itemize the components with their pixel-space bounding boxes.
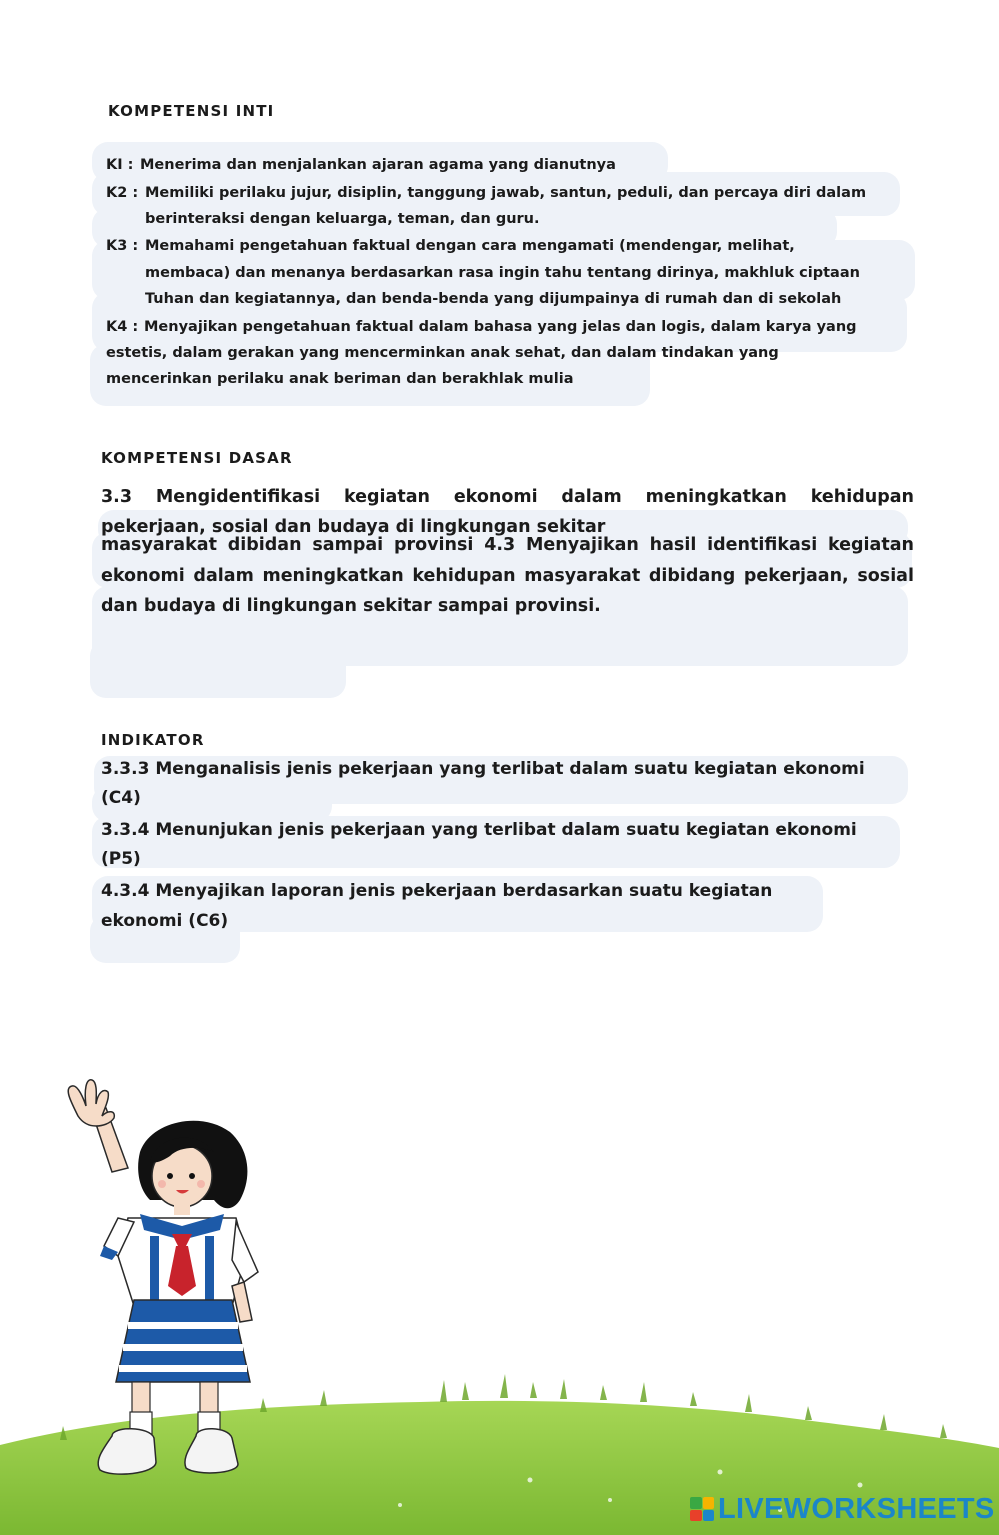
- indicator-text: (P5): [101, 849, 141, 869]
- ki-text: berinteraksi dengan keluarga, teman, dan guru.: [145, 211, 540, 227]
- indicator-text: 4.3.4 Menyajikan laporan jenis pekerjaan berdasarkan suatu kegiatan: [101, 881, 773, 901]
- ki-code: KI :: [106, 157, 134, 173]
- indicator-text: 3.3.3 Menganalisis jenis pekerjaan yang terlibat dalam suatu kegiatan ekonomi: [101, 759, 865, 779]
- grass-scene: [0, 1060, 999, 1535]
- ki-text: membaca) dan menanya berdasarkan rasa ingin tahu tentang dirinya, makhluk ciptaan: [145, 265, 860, 281]
- indicator-text: (C4): [101, 788, 141, 808]
- ki-text: mencerinkan perilaku anak beriman dan berakhlak mulia: [106, 371, 574, 387]
- kompetensi-inti-heading: KOMPETENSI INTI: [108, 102, 275, 120]
- ki-code: K3 :: [106, 238, 139, 254]
- ki-text: Tuhan dan kegiatannya, dan benda-benda yang dijumpainya di rumah dan di sekolah: [145, 291, 842, 307]
- ki-text: estetis, dalam gerakan yang mencerminkan anak sehat, dan dalam tindakan yang: [106, 345, 779, 361]
- indicator-text: 3.3.4 Menunjukan jenis pekerjaan yang terlibat dalam suatu kegiatan ekonomi: [101, 820, 857, 840]
- kd-text: 3.3 Mengidentifikasi kegiatan ekonomi dalam meningkatkan kehidupan: [101, 487, 914, 507]
- liveworksheets-watermark: [690, 1492, 995, 1526]
- ki-text: Menyajikan pengetahuan faktual dalam bahasa yang jelas dan logis, dalam karya yang: [144, 319, 857, 335]
- kd-text: pekerjaan, sosial dan budaya di lingkungan sekitar: [101, 517, 606, 537]
- ki-code: K2 :: [106, 185, 139, 201]
- kd-text: ekonomi dalam meningkatkan kehidupan masyarakat dibidang pekerjaan, sosial: [101, 566, 914, 586]
- kd-text: masyarakat dibidan sampai provinsi 4.3 Menyajikan hasil identifikasi kegiatan: [101, 535, 914, 555]
- ki-text: Memiliki perilaku jujur, disiplin, tanggung jawab, santun, peduli, dan percaya diri dalam: [145, 185, 867, 201]
- indicator-text: ekonomi (C6): [101, 911, 229, 931]
- ki-text: Memahami pengetahuan faktual dengan cara mengamati (mendengar, melihat,: [145, 238, 795, 254]
- kd-text: dan budaya di lingkungan sekitar sampai provinsi.: [101, 596, 601, 616]
- watermark-text: LIVEWORKSHEETS: [718, 1492, 995, 1525]
- kd-panel: [90, 640, 346, 698]
- kompetensi-dasar-heading: KOMPETENSI DASAR: [101, 449, 293, 467]
- indikator-heading: INDIKATOR: [101, 731, 205, 749]
- liveworksheets-logo-icon: [690, 1497, 714, 1521]
- ki-text: Menerima dan menjalankan ajaran agama yang dianutnya: [140, 157, 616, 173]
- ki-code: K4 :: [106, 319, 139, 335]
